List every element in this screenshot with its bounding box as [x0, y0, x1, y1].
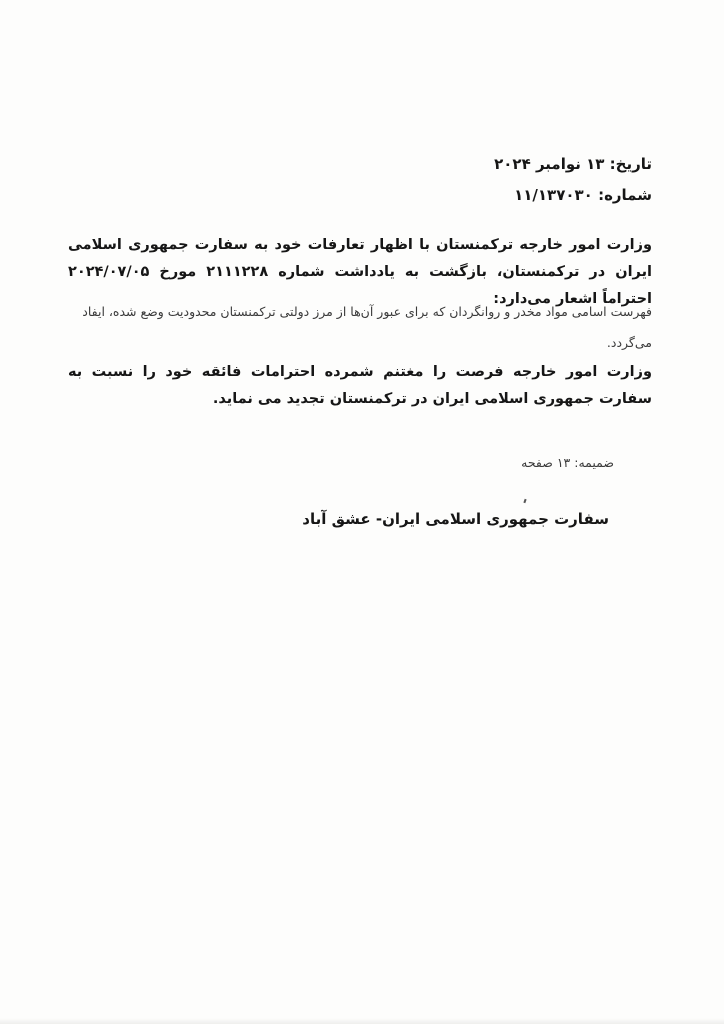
ink-mark — [523, 499, 526, 503]
opening-paragraph: وزارت امور خارجه ترکمنستان با اظهار تعارفات خود به سفارت جمهوری اسلامی ایران در ترکمنستان، بازگشت به یادداشت شماره ۲۱۱۱۲۲۸ مورخ ۲۰۲۴/۰۷/۰۵ احتراماً اشعار می‌دارد: — [68, 237, 652, 307]
signature-line: سفارت جمهوری اسلامی ایران- عشق آباد — [302, 510, 609, 528]
date-line: تاریخ: ۱۳ نوامبر ۲۰۲۴ — [494, 155, 652, 173]
page-edge — [0, 1018, 724, 1024]
closing-paragraph: وزارت امور خارجه فرصت را مغتنم شمرده احترامات فائقه خود را نسبت به سفارت جمهوری اسلامی ایران در ترکمنستان تجدید می نماید. — [68, 364, 652, 407]
reference-number: شماره: ۱۱/۱۳۷۰۳۰ — [514, 186, 652, 204]
list-description-paragraph: فهرست اسامی مواد مخدر و روانگردان که برای عبور آن‌ها از مرز دولتی ترکمنستان محدودیت وضع شده، ایفاد می‌گردد. — [82, 304, 652, 350]
attachment-note: ضمیمه: ۱۳ صفحه — [521, 455, 614, 470]
